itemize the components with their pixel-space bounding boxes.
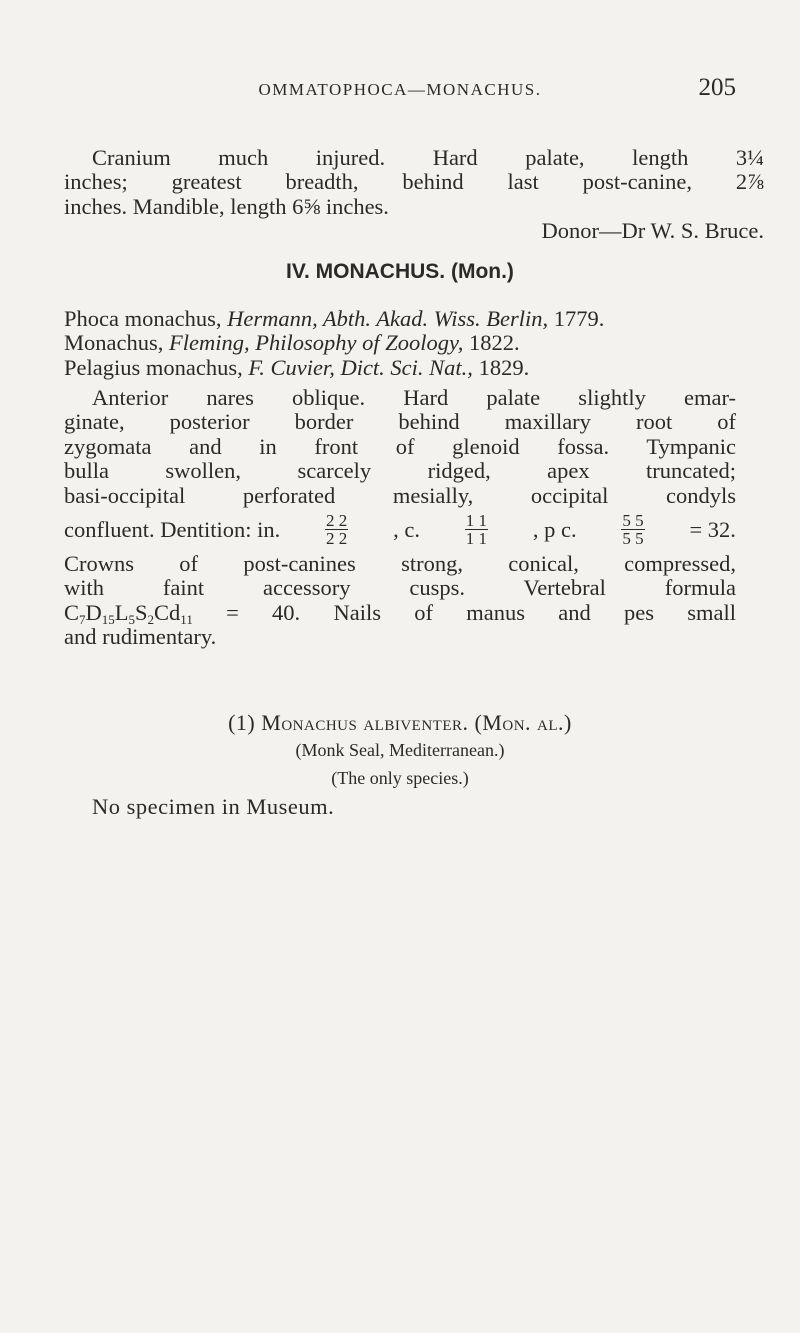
paragraph-line: inches. Mandible, length 6⅝ inches. <box>64 193 389 219</box>
postcanine-label: , p c. <box>532 516 577 542</box>
description-line: Anterior nares oblique. Hard palate slightly emar- <box>92 385 736 410</box>
species-heading: (1) Monachus albiventer. (Mon. al.) <box>228 710 572 735</box>
cranium-paragraph <box>64 146 764 244</box>
synonym-entry <box>64 331 736 355</box>
dentition-total: = 32. <box>689 516 736 542</box>
page-number: 205 <box>698 74 736 101</box>
synonym-entry <box>64 307 736 331</box>
synonym-name: Phoca monachus, <box>64 306 228 331</box>
common-name: (Monk Seal, Mediterranean.) <box>295 740 505 760</box>
description-paragraph <box>64 386 736 650</box>
dentition-prefix: confluent. Dentition: in. <box>64 516 281 542</box>
synonym-entry <box>64 356 736 380</box>
synonym-name: Pelagius monachus, <box>64 354 249 380</box>
page-header <box>64 74 736 104</box>
synonym-reference: Fleming, Philosophy of Zoology, <box>169 330 464 356</box>
synonym-year: 1829. <box>472 354 530 380</box>
description-line: zygomata and in front of glenoid fossa. Tympanic <box>64 433 736 459</box>
description-line: bulla swollen, scarcely ridged, apex truncated; <box>64 458 736 484</box>
canine-label: , c. <box>393 516 420 542</box>
species-note: (The only species.) <box>331 768 469 788</box>
synonym-reference: F. Cuvier, Dict. Sci. Nat., <box>248 354 473 380</box>
paragraph-line: inches; greatest breadth, behind last post-canine, 2⅞ <box>64 169 764 195</box>
incisor-fraction: $\frac{2 2}{2 2}$ <box>326 511 348 549</box>
postcanine-fraction: $\frac{5 5}{5 5}$ <box>622 511 644 549</box>
description-line: basi-occipital perforated mesially, occipital condyls <box>64 482 736 508</box>
description-line: ginate, posterior border behind maxillary root of <box>64 409 736 435</box>
description-line: and rudimentary. <box>64 624 217 650</box>
synonym-year: 1822. <box>463 330 520 356</box>
running-head: OMMATOPHOCA—MONACHUS. <box>258 80 542 99</box>
synonym-year: 1779. <box>548 306 605 331</box>
description-line: with faint accessory cusps. Vertebral formula <box>64 575 736 601</box>
specimen-note: No specimen in Museum. <box>92 794 335 819</box>
synonym-name: Monachus, <box>64 330 169 356</box>
section-title: IV. MONACHUS. (Mon.) <box>286 260 514 283</box>
description-line: Crowns of post-canines strong, conical, compressed, <box>64 550 736 576</box>
synonymy-list <box>64 307 736 380</box>
dentition-formula <box>64 508 736 552</box>
donor-credit: Donor—Dr W. S. Bruce. <box>541 218 764 244</box>
canine-fraction: $\frac{1 1}{1 1}$ <box>465 511 488 549</box>
vertebral-formula: $C_7D_{15}L_5S_2Cd_{11} = 40$. Nails of manus and pes small <box>64 599 736 627</box>
paragraph-line: Cranium much injured. Hard palate, length 3¼ <box>92 145 764 170</box>
synonym-reference: Hermann, Abth. Akad. Wiss. Berlin, <box>227 306 549 331</box>
